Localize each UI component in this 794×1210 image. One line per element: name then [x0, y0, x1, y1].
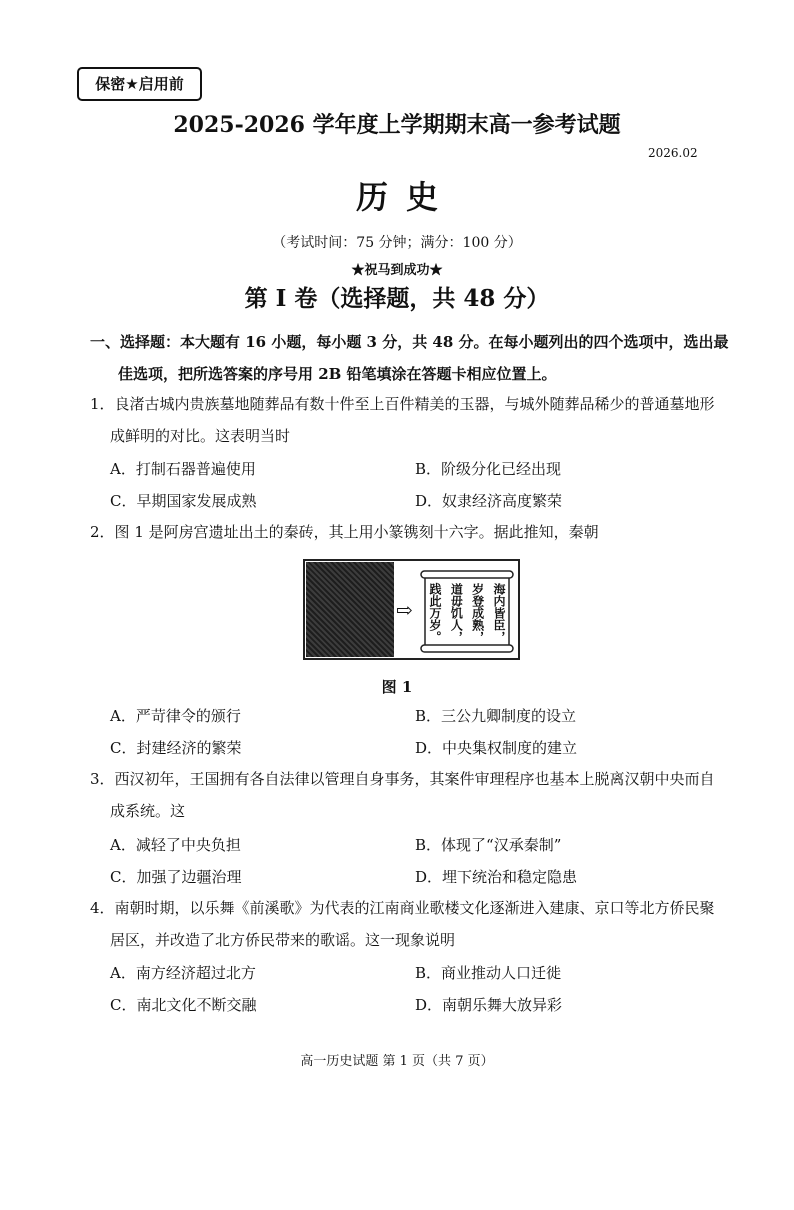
section-line-2: 佳选项，把所选答案的序号用 2B 铅笔填涂在答题卡相应位置上。 [118, 365, 557, 383]
q4-option-c[interactable]: C．南北文化不断交融 [110, 996, 257, 1014]
q1-option-d[interactable]: D．奴隶经济高度繁荣 [415, 492, 563, 510]
question-1 [90, 388, 730, 452]
inscription-columns [427, 583, 507, 649]
q3-option-a[interactable]: A．减轻了中央负担 [110, 836, 241, 854]
question-stem: 西汉初年，王国拥有各自法律以管理自身事务，其案件审理程序也基本上脱离汉朝中央而自 [114, 770, 715, 788]
q2-option-d[interactable]: D．中央集权制度的建立 [415, 739, 578, 757]
blessing-line: ★祝马到成功★ [351, 263, 443, 278]
question-stem: 良渚古城内贵族墓地随葬品有数十件至上百件精美的玉器，与城外随葬品稀少的普通墓地形 [114, 395, 715, 413]
question-4 [90, 892, 730, 956]
page-footer: 高一历史试题 第 1 页（共 7 页） [300, 1054, 494, 1069]
subject-title: 历史 [355, 178, 456, 216]
inscription-column: 道毋饥人， [449, 583, 464, 643]
question-number: 4． [90, 899, 115, 917]
q1-option-b[interactable]: B．阶级分化已经出现 [415, 460, 562, 478]
q1-option-a[interactable]: A．打制石器普遍使用 [110, 460, 256, 478]
question-stem: 南朝时期，以乐舞《前溪歌》为代表的江南商业歌楼文化逐渐进入建康、京口等北方侨民聚 [114, 899, 715, 917]
q3-option-d[interactable]: D．埋下统治和稳定隐患 [415, 868, 578, 886]
question-number: 1． [90, 395, 115, 413]
exam-date: 2026.02 [648, 146, 698, 160]
q1-option-c[interactable]: C．早期国家发展成熟 [110, 492, 257, 510]
question-number: 2． [90, 523, 115, 541]
question-stem-cont: 成系统。这 [110, 802, 186, 820]
q2-option-c[interactable]: C．封建经济的繁荣 [110, 739, 242, 757]
question-number: 3． [90, 770, 115, 788]
question-stem: 图 1 是阿房宫遗址出土的秦砖，其上用小篆镌刻十六字。据此推知，秦朝 [114, 523, 599, 541]
inscription-column: 海内皆臣， [491, 583, 506, 643]
section-instructions [90, 326, 730, 390]
section-line-1: 一、选择题：本大题有 16 小题，每小题 3 分，共 48 分。在每小题列出的四个选项中，选出最 [90, 333, 729, 351]
question-2 [90, 516, 730, 548]
brick-rubbing-image [306, 562, 394, 657]
q4-option-b[interactable]: B．商业推动人口迁徙 [415, 964, 562, 982]
volume-title: 第 I 卷（选择题，共 48 分） [244, 285, 550, 312]
q3-option-b[interactable]: B．体现了“汉承秦制” [415, 836, 562, 854]
q4-option-a[interactable]: A．南方经济超过北方 [110, 964, 256, 982]
exam-title: 2025-2026 学年度上学期期末高一参考试题 [173, 112, 621, 138]
q2-option-b[interactable]: B．三公九卿制度的设立 [415, 707, 577, 725]
question-3 [90, 763, 730, 827]
arrow-right-icon: ⇨ [396, 598, 413, 622]
inscription-column: 践此万岁。 [428, 583, 442, 643]
q3-option-c[interactable]: C．加强了边疆治理 [110, 868, 242, 886]
exam-info: （考试时间：75 分钟；满分：100 分） [272, 235, 522, 251]
inscription-column: 岁登成熟， [470, 583, 485, 643]
q2-option-a[interactable]: A．严苛律令的颁行 [110, 707, 241, 725]
q4-option-d[interactable]: D．南朝乐舞大放异彩 [415, 996, 563, 1014]
figure-caption: 图 1 [381, 678, 413, 696]
confidential-stamp: 保密★启用前 [77, 67, 202, 101]
question-stem-cont: 居区，并改造了北方侨民带来的歌谣。这一现象说明 [110, 931, 456, 949]
question-stem-cont: 成鲜明的对比。这表明当时 [110, 427, 291, 445]
